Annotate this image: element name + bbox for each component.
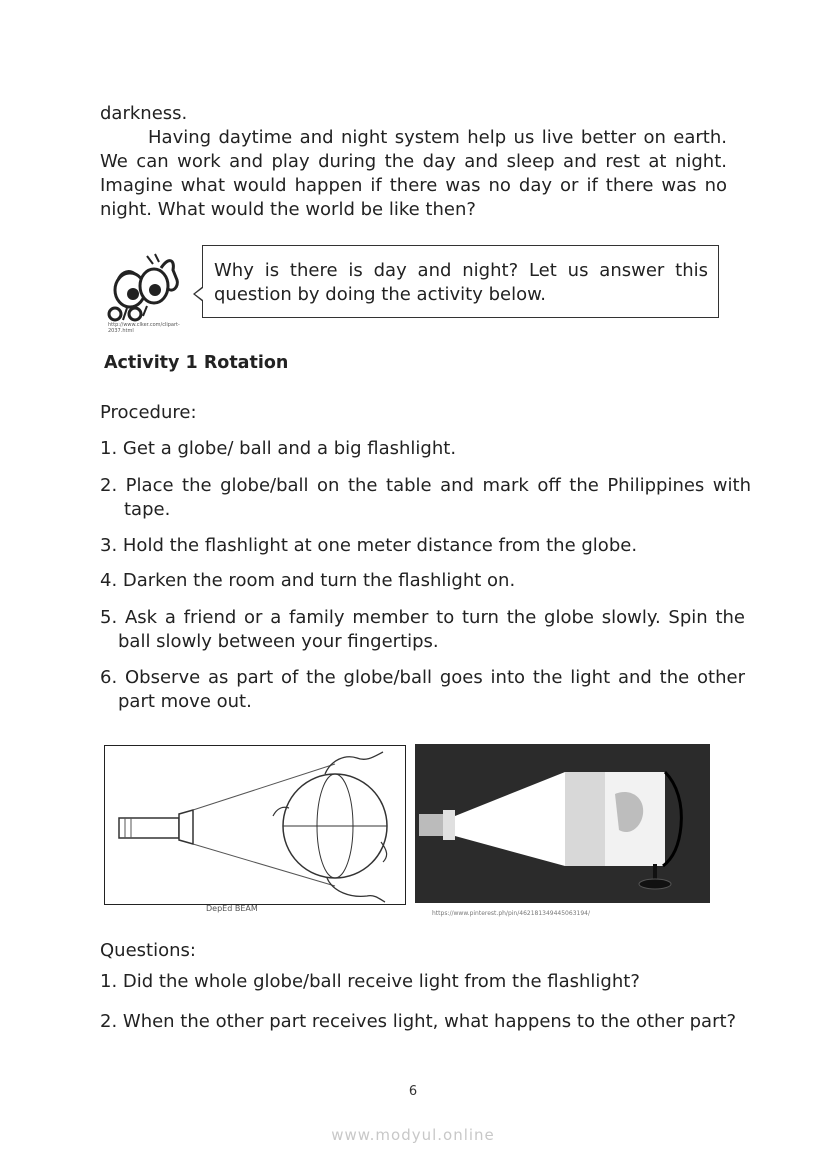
watermark: www.modyul.online [331,1126,495,1144]
step-1: 1. Get a globe/ ball and a big flashlight. [100,438,457,459]
intro-paragraph: Having daytime and night system help us live better on earth. We can work and play during the day and sleep and rest at night. Imagine what would happen if there was no day or if there was no night. What would the world be like then? [100,127,727,220]
activity-title: Activity 1 Rotation [104,353,289,373]
callout-text: Why is there is day and night? Let us answer this question by doing the activity below. [214,260,708,305]
step-5: 5. Ask a friend or a family member to turn the globe slowly. Spin the ball slowly between your fingertips. [100,607,745,652]
question-2: 2. When the other part receives light, what happens to the other part? [100,1011,737,1032]
step-3: 3. Hold the flashlight at one meter distance from the globe. [100,535,638,556]
step-6: 6. Observe as part of the globe/ball goes into the light and the other part move out. [100,667,745,712]
right-figure-caption: https://www.pinterest.ph/pin/462181349445063194/ [432,910,590,917]
cartoon-credit: http://www.clker.com/clipart-2037.html [108,322,180,334]
callout-box [202,245,719,318]
left-figure-caption: DepEd BEAM [206,904,258,913]
procedure-label: Procedure: [100,402,197,423]
intro-line: darkness. [100,103,188,124]
flashlight-globe-photo [415,744,710,903]
callout-tail-inner [195,288,203,300]
questions-label: Questions: [100,940,196,961]
step-4: 4. Darken the room and turn the flashlight on. [100,570,516,591]
flashlight-globe-drawing [104,745,406,905]
step-2: 2. Place the globe/ball on the table and mark off the Philippines with tape. [100,475,751,520]
question-1: 1. Did the whole globe/ball receive light from the flashlight? [100,971,640,992]
cartoon-eyes-icon [103,250,183,332]
page-number: 6 [408,1084,418,1099]
